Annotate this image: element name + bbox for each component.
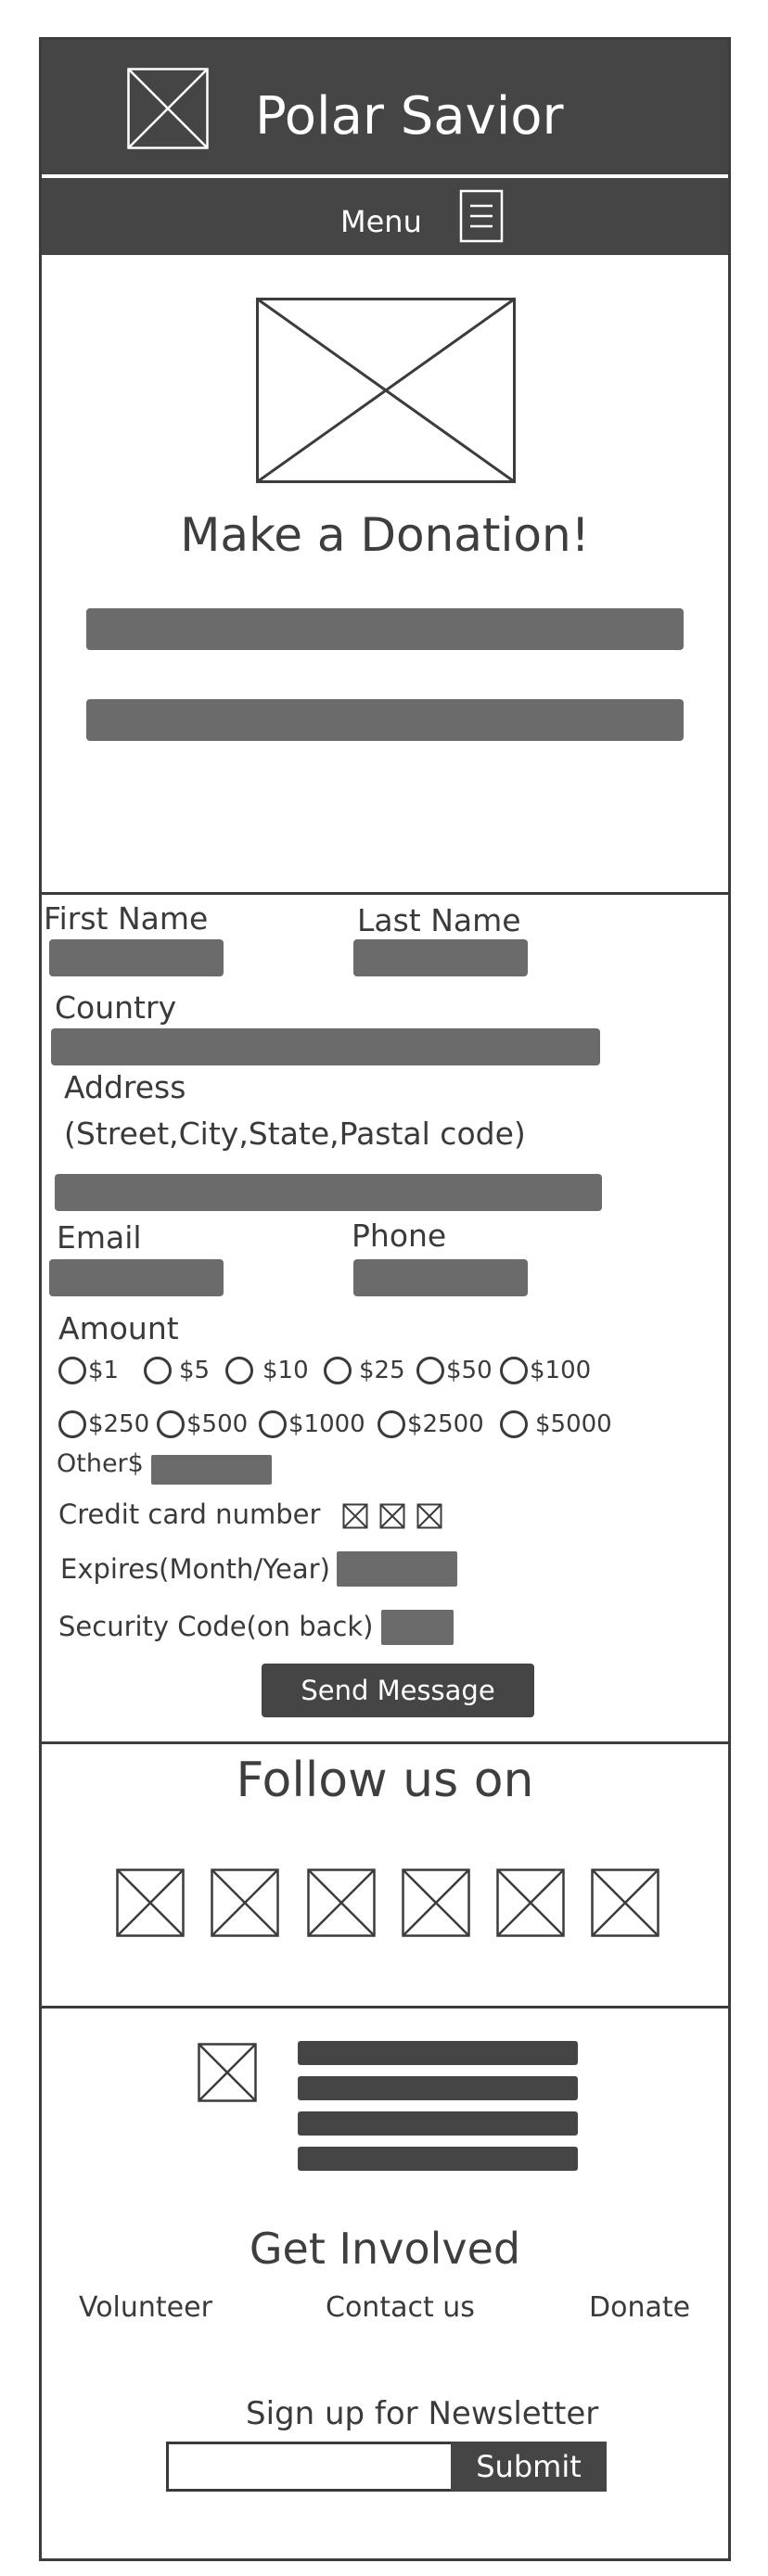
country-input[interactable] <box>51 1028 600 1065</box>
last-name-input[interactable] <box>353 939 528 976</box>
country-label: Country <box>55 989 177 1026</box>
card-digit-placeholder-icon[interactable] <box>379 1503 405 1529</box>
social-icon[interactable] <box>211 1868 279 1937</box>
newsletter-label: Sign up for Newsletter <box>246 2395 599 2432</box>
section-divider <box>42 2006 728 2009</box>
logo-image-icon[interactable] <box>127 68 209 149</box>
donate-link[interactable]: Donate <box>589 2291 691 2324</box>
radio-circle-icon[interactable] <box>500 1410 528 1438</box>
volunteer-link[interactable]: Volunteer <box>79 2291 212 2324</box>
site-title: Polar Savior <box>255 86 564 147</box>
security-code-input[interactable] <box>381 1610 454 1645</box>
radio-circle-icon[interactable] <box>157 1410 185 1438</box>
social-icon[interactable] <box>496 1868 565 1937</box>
social-icon[interactable] <box>591 1868 659 1937</box>
amount-radio[interactable]: $1000 <box>259 1410 365 1438</box>
radio-circle-icon[interactable] <box>500 1357 528 1384</box>
other-amount-label: Other$ <box>57 1449 144 1478</box>
radio-circle-icon[interactable] <box>58 1357 86 1384</box>
amount-radio[interactable]: $500 <box>157 1410 248 1438</box>
footer-text-bar <box>298 2041 578 2065</box>
amount-label: Amount <box>58 1310 179 1346</box>
address-input[interactable] <box>55 1174 602 1211</box>
amount-radio[interactable]: $5 <box>144 1357 210 1384</box>
amount-radio[interactable]: $5000 <box>500 1410 612 1438</box>
hero-text-bar-1 <box>86 608 684 650</box>
credit-card-label: Credit card number <box>58 1498 321 1530</box>
newsletter-submit-button[interactable]: Submit <box>451 2442 607 2492</box>
security-code-label: Security Code(on back) <box>58 1611 374 1642</box>
social-icon[interactable] <box>402 1868 470 1937</box>
amount-radio[interactable]: $250 <box>58 1410 149 1438</box>
footer-text-bar <box>298 2076 578 2100</box>
hero-image-placeholder-icon <box>256 298 516 483</box>
email-input[interactable] <box>49 1259 224 1296</box>
contact-us-link[interactable]: Contact us <box>326 2291 475 2324</box>
amount-radio[interactable]: $1 <box>58 1357 119 1384</box>
email-label: Email <box>57 1219 142 1256</box>
radio-circle-icon[interactable] <box>144 1357 172 1384</box>
last-name-label: Last Name <box>357 902 521 938</box>
menu-bar[interactable] <box>42 178 728 255</box>
card-digit-placeholder-icon[interactable] <box>416 1503 442 1529</box>
first-name-input[interactable] <box>49 939 224 976</box>
radio-circle-icon[interactable] <box>416 1357 444 1384</box>
address-hint: (Street,City,State,Pastal code) <box>64 1116 526 1152</box>
other-amount-input[interactable] <box>151 1455 272 1485</box>
amount-radio[interactable]: $10 <box>225 1357 309 1384</box>
get-involved-title: Get Involved <box>249 2224 521 2274</box>
card-digit-placeholder-icon[interactable] <box>342 1503 368 1529</box>
donation-title: Make a Donation! <box>180 508 590 562</box>
first-name-label: First Name <box>44 900 209 937</box>
amount-radio[interactable]: $2500 <box>378 1410 484 1438</box>
radio-circle-icon[interactable] <box>324 1357 352 1384</box>
send-message-button[interactable]: Send Message <box>262 1664 534 1717</box>
section-divider <box>42 1741 728 1744</box>
social-icon[interactable] <box>307 1868 376 1937</box>
radio-circle-icon[interactable] <box>225 1357 253 1384</box>
follow-us-title: Follow us on <box>236 1753 534 1808</box>
amount-radio[interactable]: $25 <box>324 1357 405 1384</box>
social-icon[interactable] <box>116 1868 185 1937</box>
footer-text-bar <box>298 2147 578 2171</box>
newsletter-email-input[interactable] <box>166 2442 454 2492</box>
expires-label: Expires(Month/Year) <box>60 1553 330 1585</box>
expires-input[interactable] <box>337 1551 457 1587</box>
amount-radio[interactable]: $100 <box>500 1357 591 1384</box>
hero-text-bar-2 <box>86 699 684 741</box>
radio-circle-icon[interactable] <box>58 1410 86 1438</box>
address-label: Address <box>64 1069 186 1105</box>
radio-circle-icon[interactable] <box>378 1410 405 1438</box>
footer-text-bar <box>298 2111 578 2136</box>
page-frame <box>39 37 731 2561</box>
site-header <box>42 40 728 174</box>
phone-label: Phone <box>352 1218 447 1254</box>
phone-input[interactable] <box>353 1259 528 1296</box>
section-divider <box>42 892 728 895</box>
radio-circle-icon[interactable] <box>259 1410 287 1438</box>
amount-radio[interactable]: $50 <box>416 1357 493 1384</box>
menu-label[interactable]: Menu <box>340 204 422 239</box>
hamburger-menu-icon[interactable] <box>459 189 504 243</box>
footer-image-placeholder-icon <box>198 2043 257 2102</box>
